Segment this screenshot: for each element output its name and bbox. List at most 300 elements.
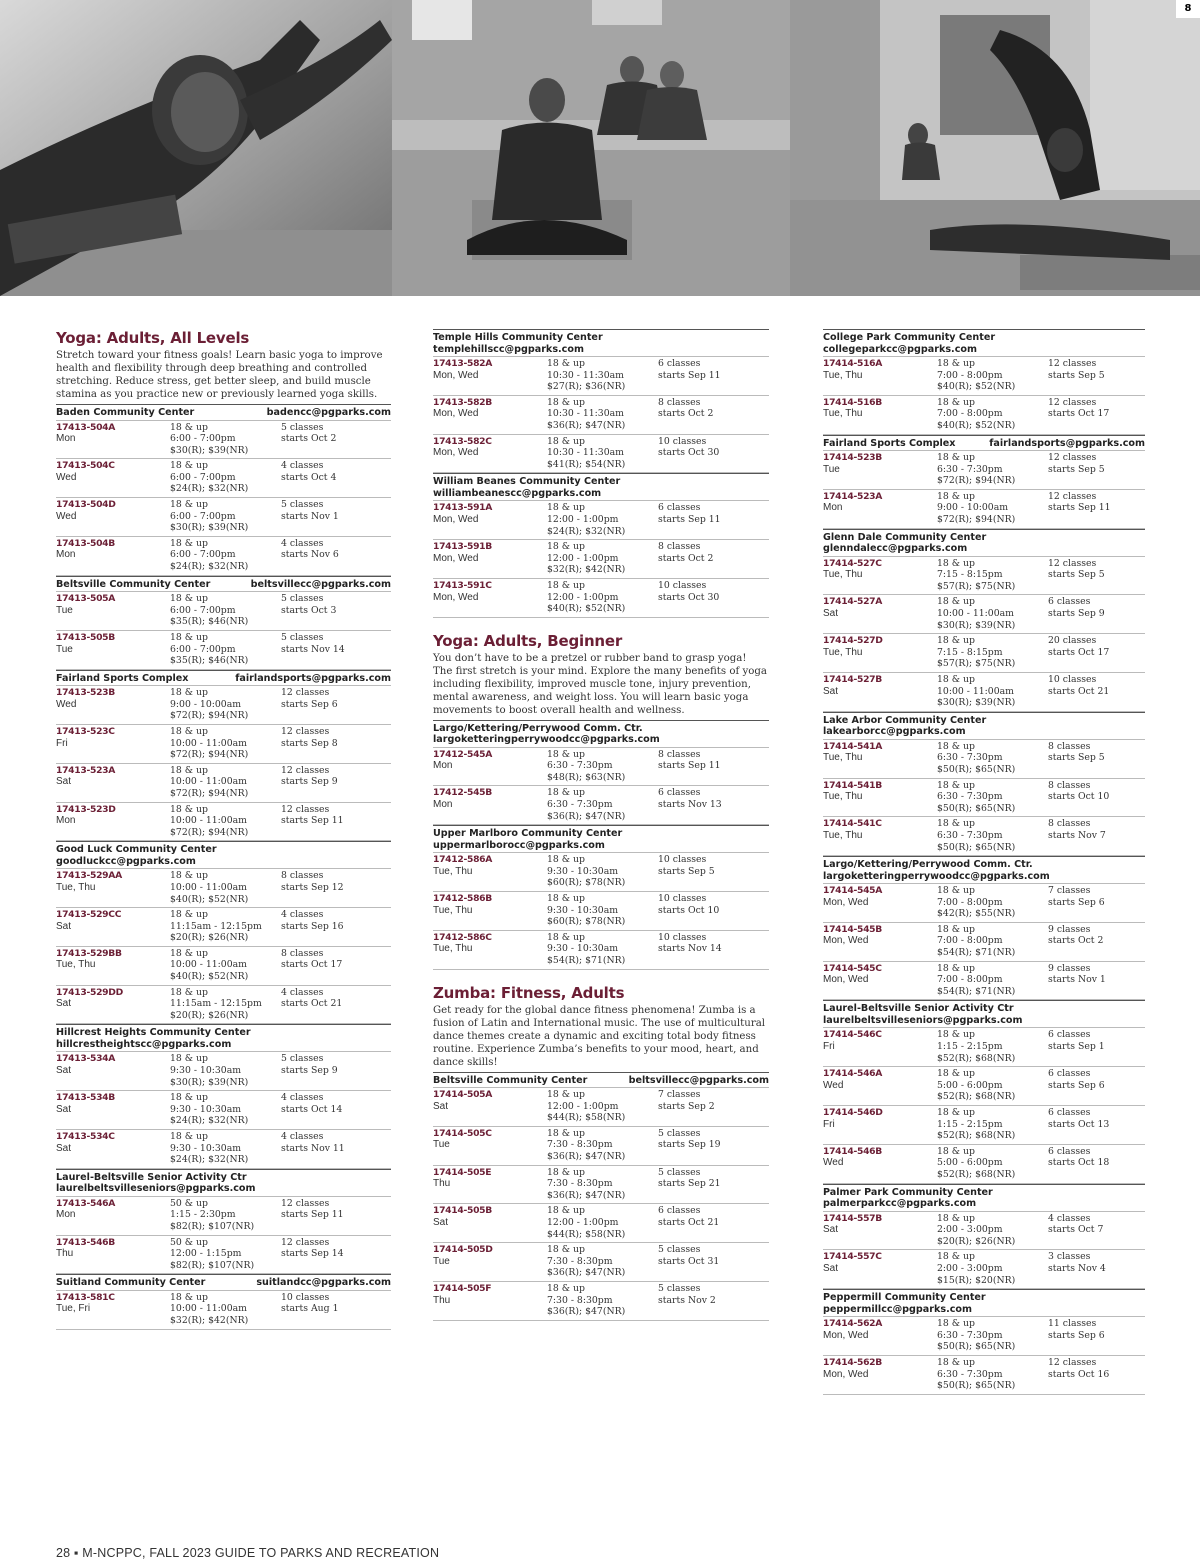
age-range: 18 & up	[170, 1131, 208, 1142]
listing-age-time-fee	[547, 854, 658, 889]
center-email: glenndalecc@pgparks.com	[823, 543, 968, 555]
listing-code-days	[823, 924, 937, 959]
listing-code-days	[56, 987, 170, 1022]
course-code: 17414-546A	[823, 1068, 883, 1080]
start-date: starts Nov 6	[281, 549, 339, 561]
center-email: suitlandcc@pgparks.com	[256, 1277, 391, 1289]
age-range: 18 & up	[937, 779, 975, 791]
listing-sessions	[281, 593, 391, 628]
course-code: 17414-516B	[823, 396, 882, 408]
course-code: 17413-591B	[433, 541, 492, 553]
meeting-days: Tue, Fri	[56, 1303, 91, 1315]
class-listing	[433, 1126, 769, 1165]
class-fee: $40(R); $52(NR)	[170, 893, 249, 905]
center-name: Hillcrest Heights Community Center	[56, 1027, 251, 1039]
listing-code-days	[56, 632, 170, 667]
listing-age-time-fee	[547, 502, 658, 537]
center-header	[56, 1024, 391, 1051]
listing-code-days	[823, 558, 937, 593]
center-name: Largo/Kettering/Perrywood Comm. Ctr.	[433, 722, 643, 734]
age-range: 18 & up	[937, 452, 975, 464]
meeting-days: Sat	[433, 1217, 449, 1229]
center-block	[56, 576, 391, 670]
listing-age-time-fee	[937, 1357, 1048, 1392]
class-time: 9:30 - 10:30am	[170, 1142, 242, 1154]
course-code: 17413-581C	[56, 1291, 115, 1303]
class-count: 20 classes	[1048, 635, 1097, 647]
class-fee: $30(R); $39(NR)	[170, 522, 249, 534]
course-code: 17414-557C	[823, 1251, 882, 1263]
center-header	[823, 856, 1145, 883]
age-range: 18 & up	[937, 1318, 975, 1330]
class-count: 7 classes	[1048, 885, 1091, 897]
class-time: 6:30 - 7:30pm	[547, 760, 613, 772]
listing-code-days	[823, 596, 937, 631]
age-range: 18 & up	[170, 947, 208, 959]
class-time: 5:00 - 6:00pm	[937, 1079, 1003, 1091]
page-tab	[1176, 0, 1200, 18]
start-date: starts Sep 21	[658, 1178, 721, 1190]
class-time: 6:30 - 7:30pm	[937, 829, 1003, 841]
class-fee: $30(R); $39(NR)	[170, 1076, 249, 1088]
class-count: 10 classes	[658, 893, 707, 905]
listing-sessions	[1048, 558, 1145, 593]
class-time: 9:30 - 10:30am	[170, 1065, 242, 1077]
start-date: starts Oct 7	[1048, 1224, 1104, 1236]
course-code: 17414-562B	[823, 1356, 882, 1368]
class-listing	[433, 500, 769, 539]
listing-age-time-fee	[937, 452, 1048, 487]
class-fee: $36(R); $47(NR)	[547, 1267, 626, 1279]
center-block	[56, 670, 391, 842]
listing-sessions	[281, 1237, 391, 1272]
listing-age-time-fee	[547, 397, 658, 432]
listing-sessions	[1048, 596, 1145, 631]
class-time: 10:00 - 11:00am	[170, 1303, 247, 1315]
course-code: 17414-546C	[823, 1029, 882, 1041]
listing-code-days	[56, 1198, 170, 1233]
age-range: 18 & up	[547, 1283, 585, 1294]
start-date: starts Oct 17	[281, 959, 343, 971]
course-code: 17413-529DD	[56, 986, 123, 998]
class-time: 10:00 - 11:00am	[937, 685, 1014, 697]
course-code: 17414-527C	[823, 557, 882, 569]
class-listing	[433, 930, 769, 970]
center-email: laurelbeltsvilleseniors@pgparks.com	[823, 1014, 1023, 1026]
listing-age-time-fee	[170, 1053, 281, 1088]
listing-age-time-fee	[170, 538, 281, 573]
class-fee: $52(R); $68(NR)	[937, 1052, 1016, 1064]
class-count: 12 classes	[281, 764, 330, 776]
center-email: palmerparkcc@pgparks.com	[823, 1198, 977, 1210]
listing-code-days	[823, 780, 937, 815]
class-listing	[433, 1087, 769, 1126]
listing-sessions	[281, 804, 391, 839]
age-range: 18 & up	[170, 1291, 208, 1303]
class-fee: $60(R); $78(NR)	[547, 916, 626, 928]
listing-age-time-fee	[937, 596, 1048, 631]
class-listing	[823, 961, 1145, 1001]
age-range: 18 & up	[937, 818, 975, 830]
class-count: 10 classes	[658, 435, 707, 447]
listing-code-days	[823, 1029, 937, 1064]
listing-code-days	[433, 358, 547, 393]
listing-code-days	[56, 870, 170, 905]
class-count: 8 classes	[658, 396, 701, 408]
start-date: starts Sep 9	[281, 1065, 338, 1077]
class-fee: $82(R); $107(NR)	[170, 1220, 255, 1232]
age-range: 18 & up	[547, 787, 585, 799]
listing-age-time-fee	[170, 987, 281, 1022]
course-code: 17414-523A	[823, 490, 883, 502]
meeting-days: Sat	[56, 776, 72, 788]
class-time: 10:00 - 11:00am	[937, 608, 1014, 619]
listing-sessions	[658, 358, 769, 393]
class-count: 5 classes	[281, 421, 324, 433]
listing-age-time-fee	[547, 749, 658, 784]
listing-code-days	[56, 1131, 170, 1166]
listing-code-days	[433, 1244, 547, 1279]
course-code: 17413-504C	[56, 460, 115, 472]
age-range: 18 & up	[170, 764, 208, 776]
page-footer: 28 ▪ M-NCPPC, FALL 2023 GUIDE TO PARKS AND RECREATION	[56, 1546, 440, 1560]
class-time: 12:00 - 1:00pm	[547, 1100, 619, 1112]
start-date: starts Oct 17	[1048, 408, 1110, 420]
class-time: 1:15 - 2:30pm	[170, 1209, 236, 1221]
class-listing	[823, 1249, 1145, 1289]
start-date: starts Nov 4	[1048, 1262, 1106, 1274]
listing-sessions	[281, 987, 391, 1022]
meeting-days: Tue, Thu	[823, 791, 863, 803]
start-date: starts Sep 2	[658, 1100, 715, 1112]
class-fee: $20(R); $26(NR)	[937, 1235, 1016, 1247]
class-listing	[56, 946, 391, 985]
listing-code-days	[56, 422, 170, 457]
class-fee: $40(R); $52(NR)	[547, 603, 626, 615]
listing-code-days	[823, 1251, 937, 1286]
start-date: starts Oct 30	[658, 591, 720, 603]
center-block	[433, 1072, 769, 1321]
center-header	[433, 825, 769, 852]
meeting-days: Mon, Wed	[823, 896, 869, 908]
class-count: 6 classes	[1048, 1068, 1091, 1080]
center-email: lakearborcc@pgparks.com	[823, 726, 966, 738]
class-fee: $72(R); $94(NR)	[937, 475, 1016, 487]
age-range: 18 & up	[170, 499, 208, 511]
class-fee: $72(R); $94(NR)	[170, 749, 249, 761]
listing-age-time-fee	[547, 932, 658, 967]
meeting-days: Tue, Thu	[823, 752, 863, 764]
class-fee: $40(R); $52(NR)	[937, 381, 1016, 393]
age-range: 18 & up	[170, 631, 208, 643]
age-range: 18 & up	[937, 740, 975, 752]
class-time: 7:30 - 8:30pm	[547, 1139, 613, 1151]
age-range: 18 & up	[170, 687, 208, 699]
meeting-days: Mon	[56, 1209, 76, 1221]
age-range: 18 & up	[937, 923, 975, 935]
listing-sessions	[281, 870, 391, 905]
center-header	[823, 712, 1145, 739]
listing-code-days	[433, 1089, 547, 1124]
center-block	[823, 529, 1145, 712]
class-time: 6:00 - 7:00pm	[170, 643, 236, 655]
class-time: 9:00 - 10:00am	[937, 502, 1009, 514]
class-fee: $20(R); $26(NR)	[170, 1009, 249, 1021]
listing-code-days	[823, 1068, 937, 1103]
class-count: 12 classes	[1048, 557, 1097, 569]
class-time: 10:00 - 11:00am	[170, 815, 247, 827]
center-block	[433, 473, 769, 617]
meeting-days: Sat	[823, 608, 839, 619]
center-email: collegeparkcc@pgparks.com	[823, 343, 977, 355]
class-fee: $40(R); $52(NR)	[170, 971, 249, 983]
listing-code-days	[433, 436, 547, 471]
start-date: starts Sep 14	[281, 1248, 344, 1260]
column-middle	[433, 329, 769, 1321]
start-date: starts Sep 11	[658, 513, 721, 525]
listing-sessions	[281, 726, 391, 761]
class-listing	[433, 785, 769, 825]
class-time: 1:15 - 2:15pm	[937, 1041, 1003, 1053]
meeting-days: Tue, Thu	[823, 408, 863, 420]
class-fee: $32(R); $42(NR)	[170, 1315, 249, 1327]
meeting-days: Mon	[56, 815, 76, 827]
meeting-days: Mon	[433, 760, 453, 772]
class-count: 5 classes	[658, 1127, 701, 1139]
class-count: 10 classes	[658, 931, 707, 943]
course-code: 17414-545B	[823, 923, 882, 935]
class-fee: $24(R); $32(NR)	[547, 525, 626, 537]
meeting-days: Thu	[433, 1294, 451, 1306]
start-date: starts Oct 21	[1048, 685, 1110, 697]
class-count: 12 classes	[281, 803, 330, 815]
listing-sessions	[281, 765, 391, 800]
class-count: 12 classes	[1048, 490, 1097, 502]
course-code: 17413-504A	[56, 421, 116, 433]
age-range: 18 & up	[547, 1244, 585, 1256]
course-code: 17414-541B	[823, 779, 882, 791]
start-date: starts Sep 16	[281, 920, 344, 932]
meeting-days: Tue	[433, 1139, 450, 1151]
class-count: 10 classes	[658, 579, 707, 591]
class-time: 6:30 - 7:30pm	[937, 463, 1003, 475]
listing-code-days	[823, 452, 937, 487]
listing-age-time-fee	[937, 1251, 1048, 1286]
center-name: Fairland Sports Complex	[56, 672, 189, 684]
class-count: 6 classes	[1048, 1107, 1091, 1118]
listing-code-days	[56, 593, 170, 628]
listing-sessions	[658, 1128, 769, 1163]
class-fee: $72(R); $94(NR)	[170, 826, 249, 838]
listing-age-time-fee	[170, 1237, 281, 1272]
class-count: 5 classes	[281, 499, 324, 511]
center-block	[433, 825, 769, 969]
course-code: 17413-529BB	[56, 947, 122, 959]
class-time: 6:00 - 7:00pm	[170, 471, 236, 483]
class-listing	[823, 1144, 1145, 1184]
listing-code-days	[433, 1283, 547, 1318]
start-date: starts Sep 6	[281, 698, 338, 710]
course-code: 17414-505D	[433, 1244, 493, 1256]
center-email: largoketteringperrywoodcc@pgparks.com	[823, 870, 1050, 882]
center-block	[823, 1184, 1145, 1290]
listing-sessions	[658, 436, 769, 471]
course-code: 17413-582B	[433, 396, 492, 408]
class-count: 6 classes	[658, 358, 701, 369]
center-block	[823, 435, 1145, 529]
listing-sessions	[281, 460, 391, 495]
age-range: 18 & up	[937, 358, 975, 369]
class-listing	[823, 395, 1145, 435]
meeting-days: Sat	[56, 1103, 72, 1115]
listing-code-days	[56, 948, 170, 983]
meeting-days: Sat	[823, 1262, 839, 1274]
listing-age-time-fee	[937, 1213, 1048, 1248]
meeting-days: Tue, Thu	[56, 881, 96, 893]
age-range: 18 & up	[547, 396, 585, 408]
start-date: starts Oct 14	[281, 1103, 343, 1115]
class-fee: $50(R); $65(NR)	[937, 802, 1016, 814]
meeting-days: Sat	[56, 920, 72, 932]
meeting-days: Tue, Thu	[433, 943, 473, 955]
listing-age-time-fee	[170, 1292, 281, 1327]
class-listing	[433, 1281, 769, 1321]
center-name: Peppermill Community Center	[823, 1292, 986, 1304]
class-fee: $24(R); $32(NR)	[170, 483, 249, 495]
course-code: 17413-591A	[433, 502, 493, 514]
start-date: starts Oct 3	[281, 604, 337, 616]
center-header	[823, 1000, 1145, 1027]
listing-sessions	[1048, 924, 1145, 959]
listing-age-time-fee	[937, 397, 1048, 432]
course-code: 17412-545B	[433, 787, 492, 799]
center-name: Beltsville Community Center	[433, 1074, 588, 1086]
center-header	[433, 329, 769, 356]
meeting-days: Mon, Wed	[433, 552, 479, 564]
listing-code-days	[823, 885, 937, 920]
listing-sessions	[1048, 741, 1145, 776]
listing-sessions	[1048, 452, 1145, 487]
class-count: 8 classes	[281, 947, 324, 959]
start-date: starts Sep 6	[1048, 1079, 1105, 1091]
class-time: 6:00 - 7:00pm	[170, 433, 236, 445]
class-listing	[56, 1235, 391, 1275]
listing-sessions	[658, 397, 769, 432]
start-date: starts Oct 31	[658, 1255, 720, 1267]
listing-sessions	[1048, 963, 1145, 998]
center-name: William Beanes Community Center	[433, 476, 621, 488]
class-count: 12 classes	[1048, 396, 1097, 408]
class-fee: $57(R); $75(NR)	[937, 580, 1016, 592]
listing-age-time-fee	[937, 780, 1048, 815]
class-fee: $30(R); $39(NR)	[937, 619, 1016, 631]
meeting-days: Mon, Wed	[433, 591, 479, 603]
class-listing	[823, 633, 1145, 672]
age-range: 18 & up	[547, 931, 585, 943]
class-fee: $30(R); $39(NR)	[170, 444, 249, 456]
listing-sessions	[281, 1053, 391, 1088]
listing-sessions	[658, 749, 769, 784]
listing-age-time-fee	[937, 1318, 1048, 1353]
class-listing	[823, 450, 1145, 489]
age-range: 18 & up	[937, 962, 975, 974]
class-fee: $54(R); $71(NR)	[547, 955, 626, 966]
listing-code-days	[823, 1213, 937, 1248]
center-email: peppermillcc@pgparks.com	[823, 1303, 972, 1315]
class-time: 10:00 - 11:00am	[170, 776, 247, 788]
course-code: 17414-557B	[823, 1212, 882, 1224]
age-range: 18 & up	[547, 748, 585, 760]
center-name: Suitland Community Center	[56, 1277, 206, 1289]
listing-age-time-fee	[547, 1128, 658, 1163]
center-header	[823, 529, 1145, 556]
age-range: 18 & up	[170, 909, 208, 921]
class-fee: $27(R); $36(NR)	[547, 381, 626, 393]
class-time: 6:00 - 7:00pm	[170, 549, 236, 561]
class-fee: $20(R); $26(NR)	[170, 932, 249, 944]
meeting-days: Fri	[823, 1118, 835, 1130]
listing-sessions	[281, 687, 391, 722]
course-code: 17414-545C	[823, 962, 882, 974]
center-header	[56, 1169, 391, 1196]
class-listing	[56, 420, 391, 459]
course-code: 17413-505B	[56, 631, 115, 643]
class-fee: $42(R); $55(NR)	[937, 908, 1016, 920]
listing-sessions	[658, 1205, 769, 1240]
section-description: You don’t have to be a pretzel or rubber band to grasp yoga! The first stretch is your mind. Explore the many benefits of yoga including flexibility, improved muscle tone, injury prevention, mental awareness, and weight loss. You will learn basic yoga movements to boost overall health and wellness.	[433, 652, 767, 716]
photo-yoga-triangle-pose	[0, 0, 392, 296]
meeting-days: Thu	[56, 1248, 74, 1260]
age-range: 18 & up	[937, 635, 975, 647]
class-time: 10:30 - 11:30am	[547, 408, 624, 420]
listing-code-days	[823, 1107, 937, 1142]
listing-code-days	[823, 491, 937, 526]
course-code: 17413-505A	[56, 593, 116, 605]
start-date: starts Oct 2	[658, 552, 714, 564]
listing-age-time-fee	[937, 885, 1048, 920]
listing-age-time-fee	[937, 358, 1048, 393]
center-header	[56, 404, 391, 420]
class-listing	[823, 1066, 1145, 1105]
meeting-days: Fri	[56, 737, 68, 749]
course-code: 17414-523B	[823, 452, 882, 464]
start-date: starts Sep 8	[281, 737, 338, 749]
class-fee: $41(R); $54(NR)	[547, 458, 626, 470]
class-count: 5 classes	[658, 1166, 701, 1178]
listing-sessions	[281, 1131, 391, 1166]
start-date: starts Oct 18	[1048, 1157, 1110, 1169]
class-fee: $35(R); $46(NR)	[170, 655, 249, 667]
listing-sessions	[658, 1167, 769, 1202]
class-listing	[823, 556, 1145, 595]
listing-code-days	[823, 1146, 937, 1181]
course-code: 17414-505F	[433, 1283, 492, 1294]
class-time: 6:30 - 7:30pm	[937, 1329, 1003, 1341]
listing-code-days	[433, 854, 547, 889]
listing-sessions	[1048, 1213, 1145, 1248]
start-date: starts Nov 1	[1048, 974, 1106, 986]
listing-code-days	[56, 499, 170, 534]
center-block	[56, 404, 391, 576]
start-date: starts Oct 17	[1048, 646, 1110, 658]
class-listing	[56, 497, 391, 536]
center-email: uppermarlborocc@pgparks.com	[433, 839, 605, 851]
center-email: fairlandsports@pgparks.com	[989, 437, 1145, 449]
class-count: 10 classes	[281, 1291, 330, 1303]
listing-code-days	[56, 1053, 170, 1088]
class-count: 6 classes	[658, 1205, 701, 1217]
age-range: 18 & up	[937, 596, 975, 608]
